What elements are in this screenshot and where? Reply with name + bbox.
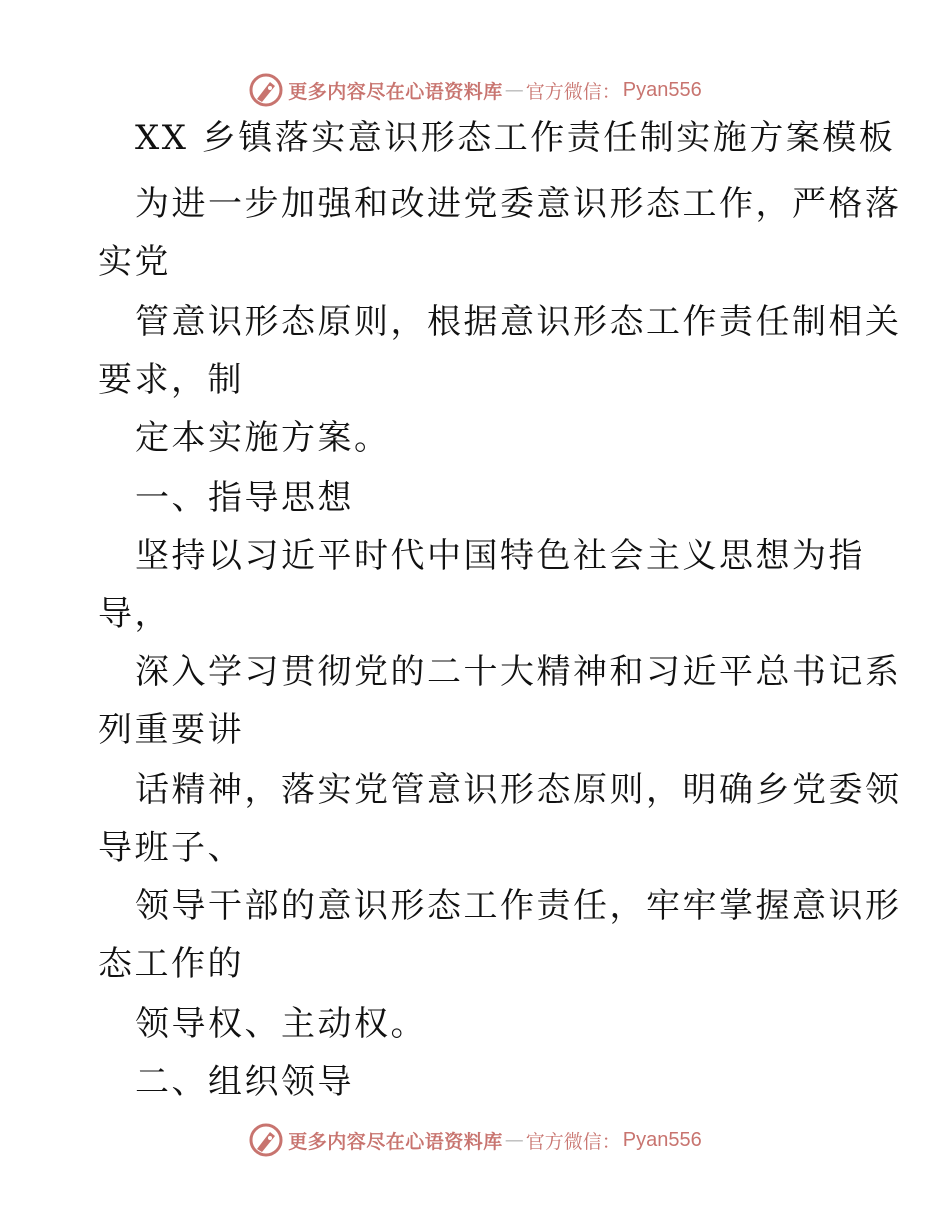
footer-banner — [0, 1120, 950, 1160]
paragraph-line: 要求，制 — [98, 360, 244, 400]
banner-wechat-id: Pyan556 — [622, 1128, 702, 1151]
paragraph-line: 坚持以习近平时代中国特色社会主义思想为指 — [135, 536, 865, 576]
pen-nib-logo-icon — [248, 1122, 284, 1158]
paragraph-line: 领导干部的意识形态工作责任，牢牢掌握意识形 — [135, 886, 902, 926]
paragraph-line: 态工作的 — [98, 944, 244, 984]
section-heading: 二、组织领导 — [135, 1062, 354, 1102]
document-title: XX 乡镇落实意识形态工作责任制实施方案模板 — [135, 118, 896, 158]
banner-wechat-label: 官方微信： — [525, 80, 621, 103]
paragraph-line: 导， — [98, 594, 171, 634]
paragraph-line: 实党 — [98, 242, 171, 282]
banner-wechat-id: Pyan556 — [622, 78, 702, 101]
banner-site-text: 更多内容尽在心语资料库 — [288, 80, 503, 103]
paragraph-line: 话精神，落实党管意识形态原则，明确乡党委领 — [135, 770, 902, 810]
banner-separator: — — [504, 1129, 524, 1151]
banner-site-text: 更多内容尽在心语资料库 — [288, 1130, 503, 1153]
paragraph-line: 列重要讲 — [98, 710, 244, 750]
header-banner — [0, 70, 950, 110]
paragraph-line: 管意识形态原则，根据意识形态工作责任制相关 — [135, 302, 902, 342]
banner-separator: — — [504, 79, 524, 101]
section-heading: 一、指导思想 — [135, 478, 354, 518]
paragraph-line: 深入学习贯彻党的二十大精神和习近平总书记系 — [135, 652, 902, 692]
banner-wechat-label: 官方微信： — [525, 1130, 621, 1153]
paragraph-line: 领导权、主动权。 — [135, 1004, 427, 1044]
paragraph-line: 为进一步加强和改进党委意识形态工作，严格落 — [135, 184, 902, 224]
paragraph-line: 定本实施方案。 — [135, 418, 391, 458]
pen-nib-logo-icon — [248, 72, 284, 108]
paragraph-line: 导班子、 — [98, 828, 244, 868]
